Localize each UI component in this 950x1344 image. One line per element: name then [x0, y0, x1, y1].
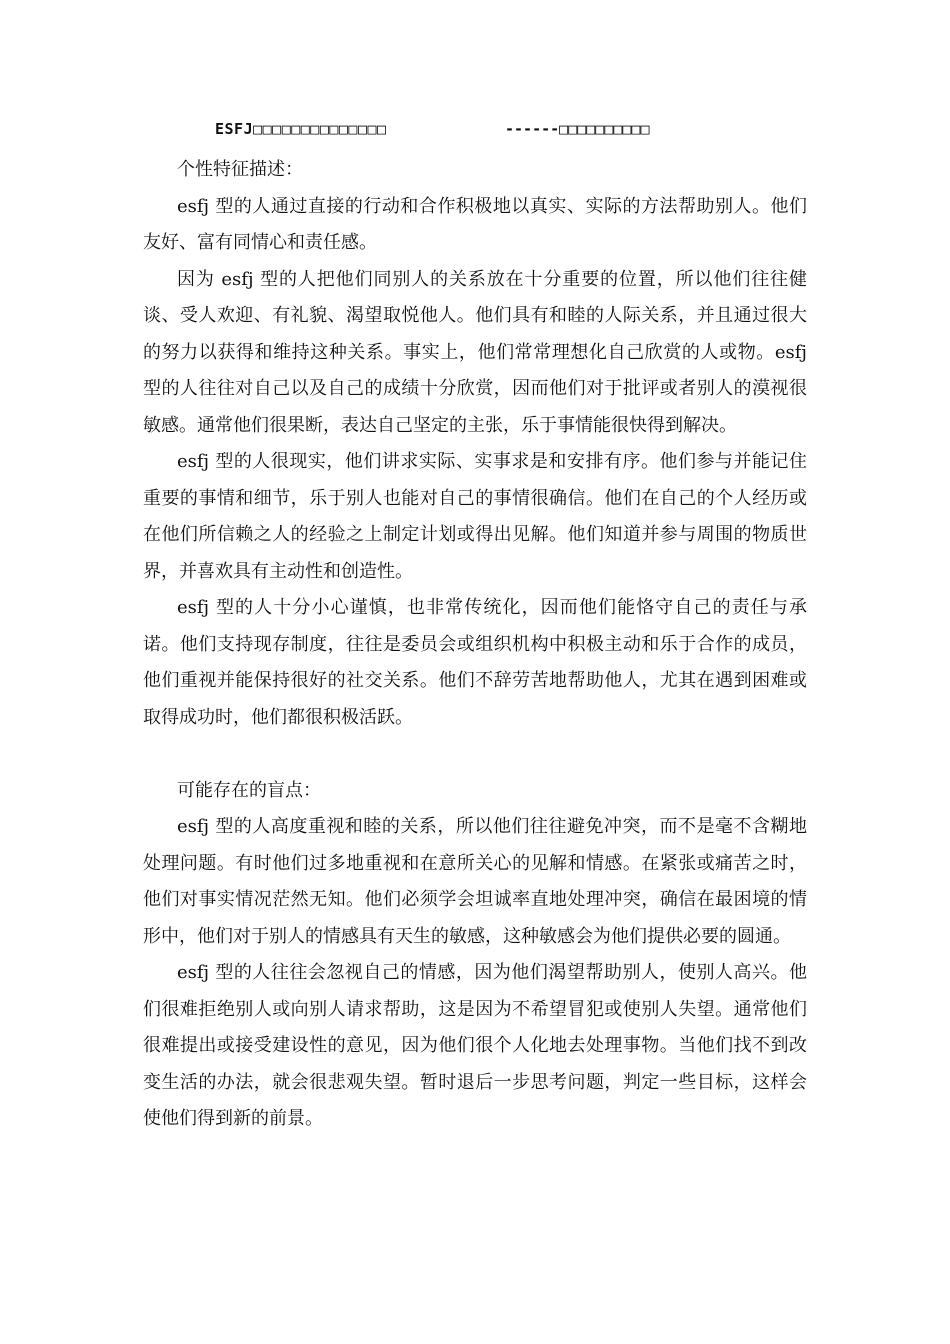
section-heading-blind-spots: 可能存在的盲点：: [177, 779, 321, 801]
paragraph: esfj 型的人十分小心谨慎，也非常传统化，因而他们能恪守自己的责任与承诺。他们支持现存制度，往往是委员会或组织机构中积极主动和乐于合作的成员，他们重视并能保持很好的社交关系。他们不辞劳苦地帮助他人，尤其在遇到困难或取得成功时，他们都很积极活跃。: [143, 597, 807, 728]
paragraph: esfj 型的人往往会忽视自己的情感，因为他们渴望帮助别人，使别人高兴。他们很难拒绝别人或向别人请求帮助，这是因为不希望冒犯或使别人失望。通常他们很难提出或接受建设性的意见，因为他们很个人化地去处理事物。当他们找不到改变生活的办法，就会很悲观失望。暂时退后一步思考问题，判定一些目标，这样会使他们得到新的前景。: [143, 962, 807, 1129]
paragraph: esfj 型的人通过直接的行动和合作积极地以真实、实际的方法帮助别人。他们友好、富有同情心和责任感。: [143, 195, 807, 253]
section-spacer: [143, 736, 807, 773]
document-body: [143, 152, 807, 1138]
document-title: ESFJ□□□□□□□□□□□□□□: [215, 120, 387, 138]
section-heading-personality: 个性特征描述：: [177, 159, 303, 180]
paragraph: esfj 型的人高度重视和睦的关系，所以他们往往避免冲突，而不是毫不含糊地处理问题。有时他们过多地重视和在意所关心的见解和情感。在紧张或痛苦之时，他们对事实情况茫然无知。他们必须学会坦诚率直地处理冲突，确信在最困境的情形中，他们对于别人的情感具有天生的敏感，这种敏感会为他们提供必要的圆通。: [143, 816, 807, 947]
paragraph: esfj 型的人很现实，他们讲求实际、实事求是和安排有序。他们参与并能记住重要的事情和细节，乐于别人也能对自己的事情很确信。他们在自己的个人经历或在他们所信赖之人的经验之上制定计划或得出见解。他们知道并参与周围的物质世界，并喜欢具有主动性和创造性。: [143, 451, 807, 582]
document-subtitle: ------□□□□□□□□□□: [505, 120, 650, 138]
paragraph: 因为 esfj 型的人把他们同别人的关系放在十分重要的位置，所以他们往往健谈、受人欢迎、有礼貌、渴望取悦他人。他们具有和睦的人际关系，并且通过很大的努力以获得和维持这种关系。事实上，他们常常理想化自己欣赏的人或物。esfj 型的人往往对自己以及自己的成绩十分欣赏，因而他们对于批评或者别人的漠视很敏感。通常他们很果断，表达自己坚定的主张，乐于事情能很快得到解决。: [143, 268, 807, 436]
